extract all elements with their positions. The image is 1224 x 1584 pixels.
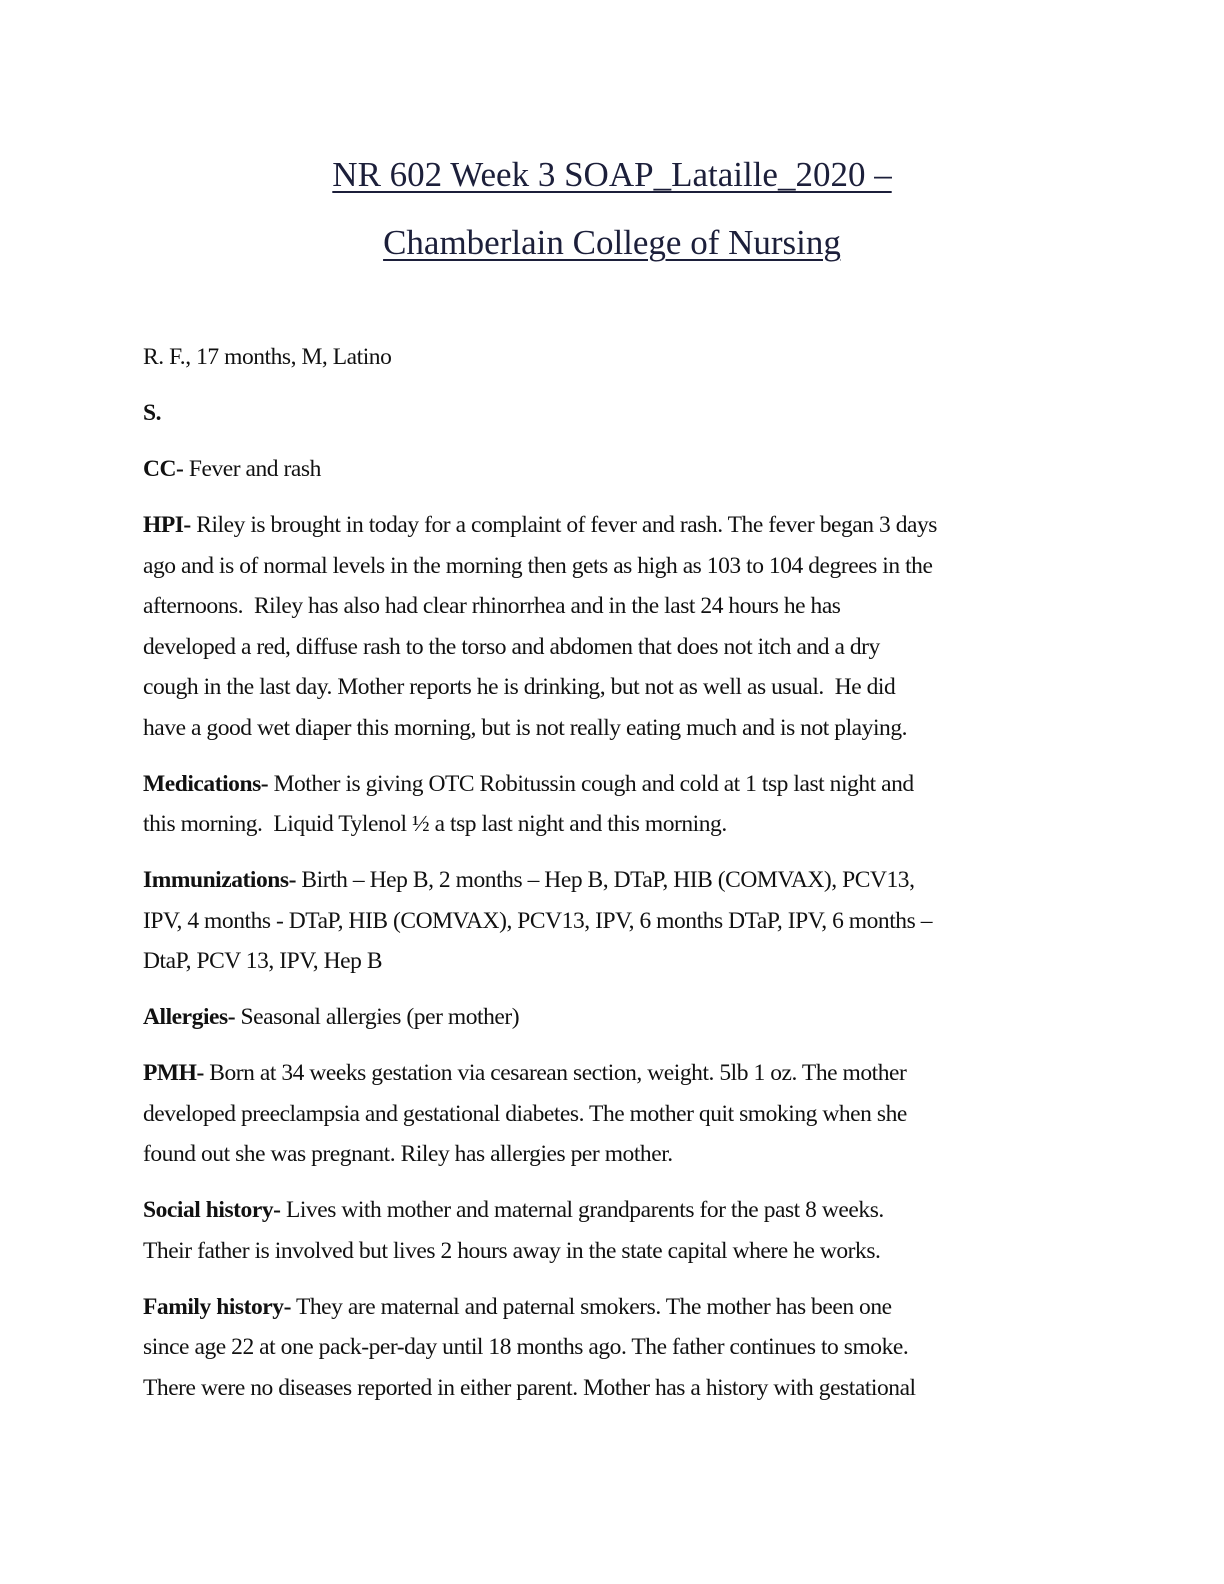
section-label: CC- [143, 456, 184, 482]
line-text: since age 22 at one pack-per-day until 18 months ago. The father continues to smoke. [143, 1334, 909, 1360]
paragraph [143, 860, 1083, 982]
text-line [143, 627, 1083, 668]
line-text: DtaP, PCV 13, IPV, Hep B [143, 948, 383, 974]
section-label: Allergies- [143, 1004, 236, 1030]
line-text: cough in the last day. Mother reports he is drinking, but not as well as usual. He did [143, 674, 896, 700]
section-label: HPI- [143, 512, 191, 538]
section-label: PMH- [143, 1060, 204, 1086]
paragraph [143, 1190, 1083, 1271]
text-line [143, 1053, 1083, 1094]
document-title [0, 141, 1224, 277]
paragraph [143, 449, 1083, 490]
line-text: Seasonal allergies (per mother) [235, 1004, 520, 1030]
line-text: IPV, 4 months - DTaP, HIB (COMVAX), PCV13, IPV, 6 months DTaP, IPV, 6 months – [143, 907, 933, 934]
paragraph [143, 1053, 1083, 1175]
paragraph [143, 997, 1083, 1038]
line-text: have a good wet diaper this morning, but is not really eating much and is not playing. [143, 714, 908, 741]
line-text: They are maternal and paternal smokers. The mother has been one [290, 1293, 892, 1320]
text-line [143, 764, 1083, 805]
text-line [143, 449, 1083, 490]
text-line [143, 1094, 1083, 1135]
section-label: S. [143, 400, 162, 426]
line-text: Riley is brought in today for a complaint of fever and rash. The fever began 3 days [190, 512, 937, 538]
line-text: ago and is of normal levels in the morning then gets as high as 103 to 104 degrees in the [143, 552, 933, 579]
paragraph [143, 505, 1083, 748]
line-text: this morning. Liquid Tylenol ½ a tsp last night and this morning. [143, 811, 727, 837]
line-text: Birth – Hep B, 2 months – Hep B, DTaP, HIB (COMVAX), PCV13, [296, 867, 915, 893]
title-line-1: NR 602 Week 3 SOAP_Lataille_2020 – [332, 155, 892, 194]
text-line [143, 393, 1083, 434]
section-label: Immunizations- [143, 867, 296, 893]
section-label: Social history- [143, 1197, 281, 1223]
line-text: R. F., 17 months, M, Latino [143, 344, 392, 370]
text-line [143, 860, 1083, 901]
text-line [143, 997, 1083, 1038]
text-line [143, 804, 1083, 845]
section-label: Medications- [143, 770, 269, 797]
text-line [143, 1231, 1083, 1272]
text-line [143, 546, 1083, 587]
text-line [143, 708, 1083, 749]
text-line [143, 901, 1083, 942]
title-line-2: Chamberlain College of Nursing [383, 223, 841, 262]
text-line [143, 505, 1083, 546]
section-label: Family history- [143, 1293, 291, 1320]
paragraph [143, 1287, 1083, 1409]
text-line [143, 1190, 1083, 1231]
line-text: afternoons. Riley has also had clear rhinorrhea and in the last 24 hours he has [143, 593, 841, 619]
text-line [143, 586, 1083, 627]
line-text: developed preeclampsia and gestational diabetes. The mother quit smoking when she [143, 1100, 907, 1127]
paragraph [143, 337, 1083, 378]
text-line [143, 941, 1083, 982]
line-text: There were no diseases reported in either parent. Mother has a history with gestational [143, 1374, 916, 1401]
document-body [143, 337, 1083, 1424]
text-line [143, 1368, 1083, 1409]
text-line [143, 337, 1083, 378]
line-text: Mother is giving OTC Robitussin cough and cold at 1 tsp last night and [268, 770, 914, 797]
line-text: developed a red, diffuse rash to the torso and abdomen that does not itch and a dry [143, 633, 880, 660]
text-line [143, 1327, 1083, 1368]
text-line [143, 1134, 1083, 1175]
line-text: Fever and rash [183, 456, 321, 482]
line-text: Lives with mother and maternal grandparents for the past 8 weeks. [280, 1197, 884, 1223]
text-line [143, 667, 1083, 708]
text-line [143, 1287, 1083, 1328]
line-text: Born at 34 weeks gestation via cesarean section, weight. 5lb 1 oz. The mother [203, 1060, 907, 1086]
paragraph [143, 393, 1083, 434]
line-text: Their father is involved but lives 2 hours away in the state capital where he works. [143, 1237, 881, 1264]
line-text: found out she was pregnant. Riley has allergies per mother. [143, 1141, 673, 1167]
paragraph [143, 764, 1083, 845]
